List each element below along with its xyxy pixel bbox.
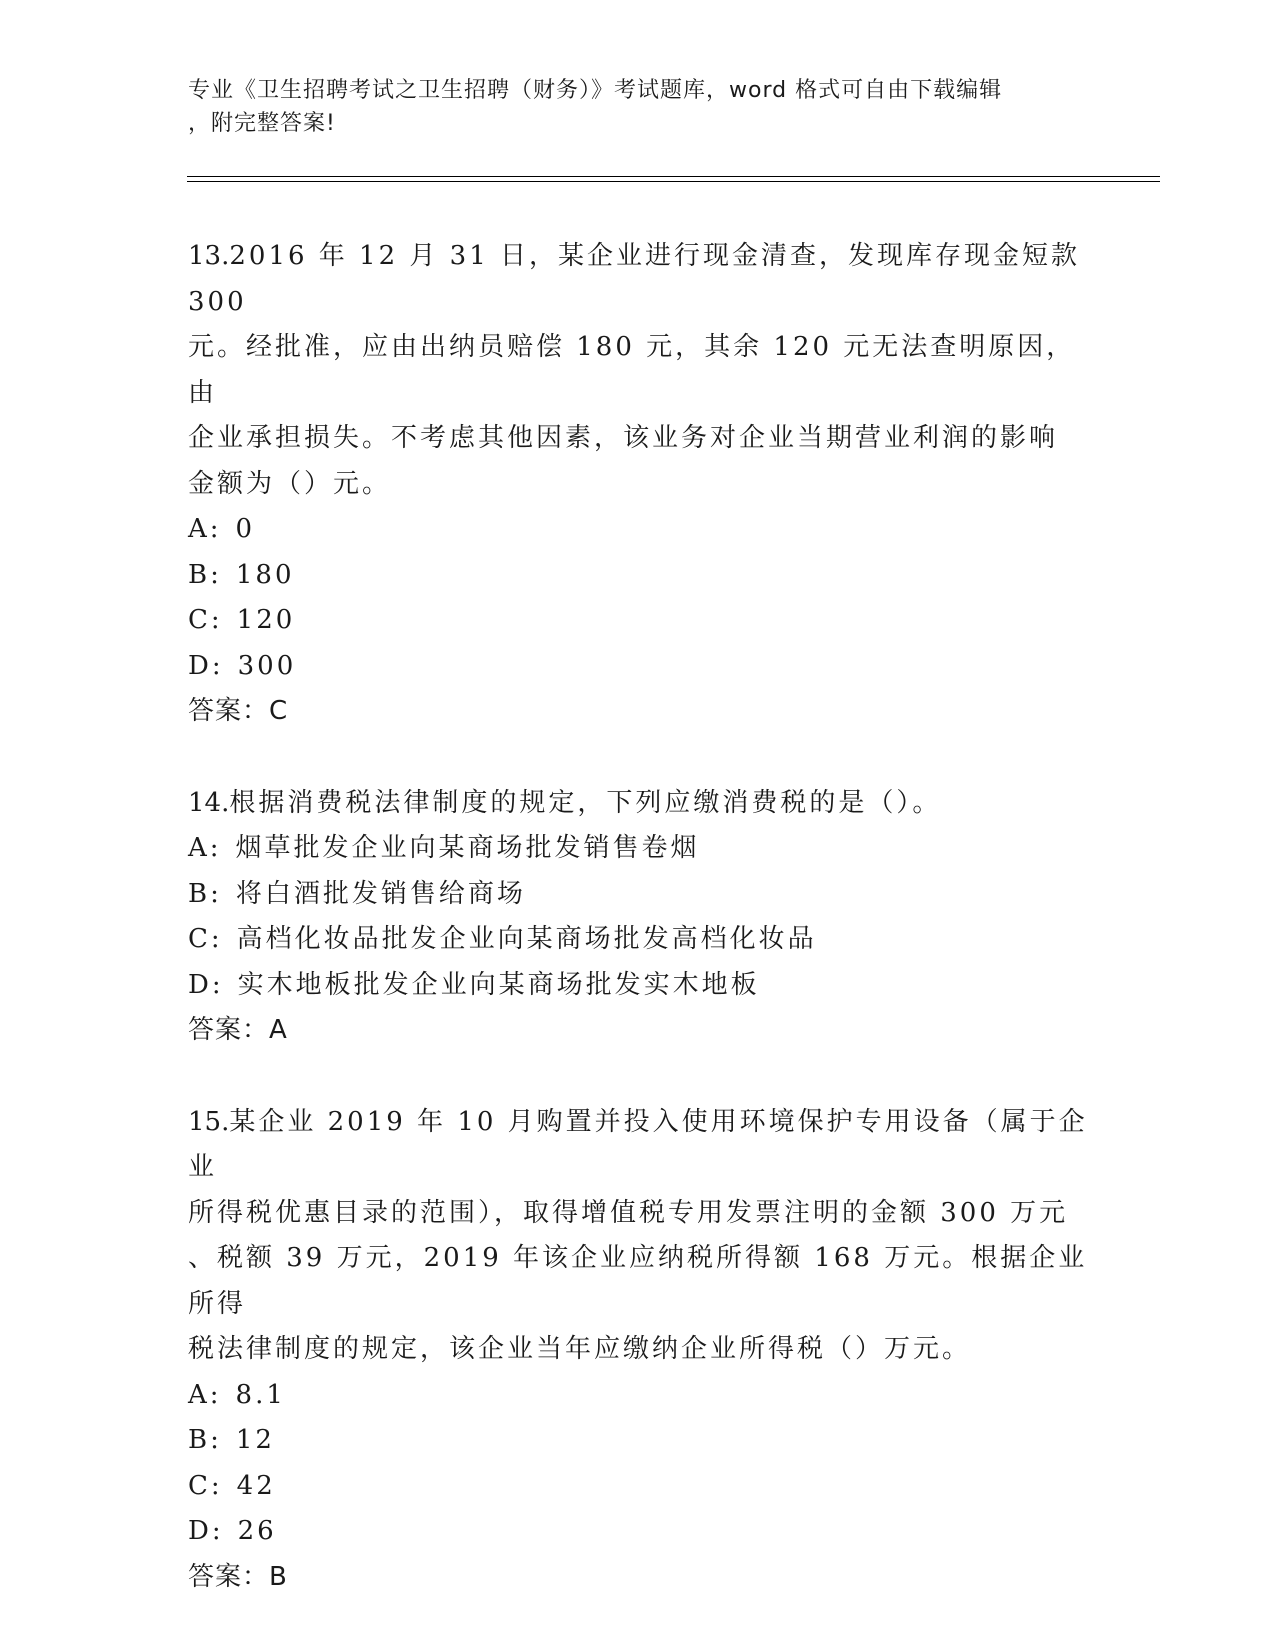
stem-line: 、税额 39 万元，2019 年该企业应纳税所得额 168 万元。根据企业所得: [188, 1243, 1088, 1319]
option-c: C: 高档化妆品批发企业向某商场批发高档化妆品: [188, 924, 817, 954]
option-d: D: 实木地板批发企业向某商场批发实木地板: [188, 969, 760, 1000]
stem-line: 元。经批准，应由出纳员赔偿 180 元，其余 120 元无法查明原因，由: [188, 332, 1076, 408]
answer: 答案：A: [188, 1015, 288, 1045]
option-b: B: 将白酒批发销售给商场: [188, 878, 526, 909]
option-a: A: 8.1: [188, 1379, 286, 1410]
answer: 答案：B: [188, 1561, 288, 1592]
stem-line: 金额为（）元。: [188, 468, 392, 499]
option-b: B: 180: [188, 559, 295, 590]
question-list: [188, 234, 1088, 1646]
option-a: A: 0: [188, 514, 256, 544]
stem-line: 14.根据消费税法律制度的规定，下列应缴消费税的是（）。: [188, 787, 942, 818]
document-header: [188, 74, 1088, 140]
question-stem: [188, 234, 1088, 507]
stem-line: 15.某企业 2019 年 10 月购置并投入使用环境保护专用设备（属于企业: [188, 1106, 1088, 1182]
header-divider-bottom: [187, 181, 1160, 182]
question-stem: [188, 781, 1088, 827]
stem-line: 税法律制度的规定，该企业当年应缴纳企业所得税（）万元。: [188, 1334, 972, 1364]
header-divider-top: [187, 176, 1160, 177]
question-number: 15.: [188, 1106, 230, 1137]
question-15: [188, 1100, 1088, 1601]
question-13: [188, 234, 1088, 735]
option-c: C: 42: [188, 1470, 276, 1501]
option-b: B: 12: [188, 1425, 275, 1455]
stem-line: 13.2016 年 12 月 31 日，某企业进行现金清查，发现库存现金短款 300: [188, 241, 1081, 317]
header-line-2: ，附完整答案!: [188, 111, 336, 136]
question-number: 14.: [188, 787, 230, 818]
question-number: 13.: [188, 241, 230, 271]
option-c: C: 120: [188, 605, 296, 635]
stem-line: 企业承担损失。不考虑其他因素，该业务对企业当期营业利润的影响: [188, 423, 1059, 453]
header-line-1: 专业《卫生招聘考试之卫生招聘（财务）》考试题库，word 格式可自由下载编辑: [188, 78, 1003, 103]
question-14: [188, 781, 1088, 1054]
question-stem: [188, 1100, 1088, 1373]
answer: 答案：C: [188, 696, 289, 726]
option-d: D: 300: [188, 650, 297, 681]
stem-line: 所得税优惠目录的范围），取得增值税专用发票注明的金额 300 万元: [188, 1197, 1069, 1228]
option-d: D: 26: [188, 1516, 277, 1546]
option-a: A: 烟草批发企业向某商场批发销售卷烟: [188, 833, 700, 863]
